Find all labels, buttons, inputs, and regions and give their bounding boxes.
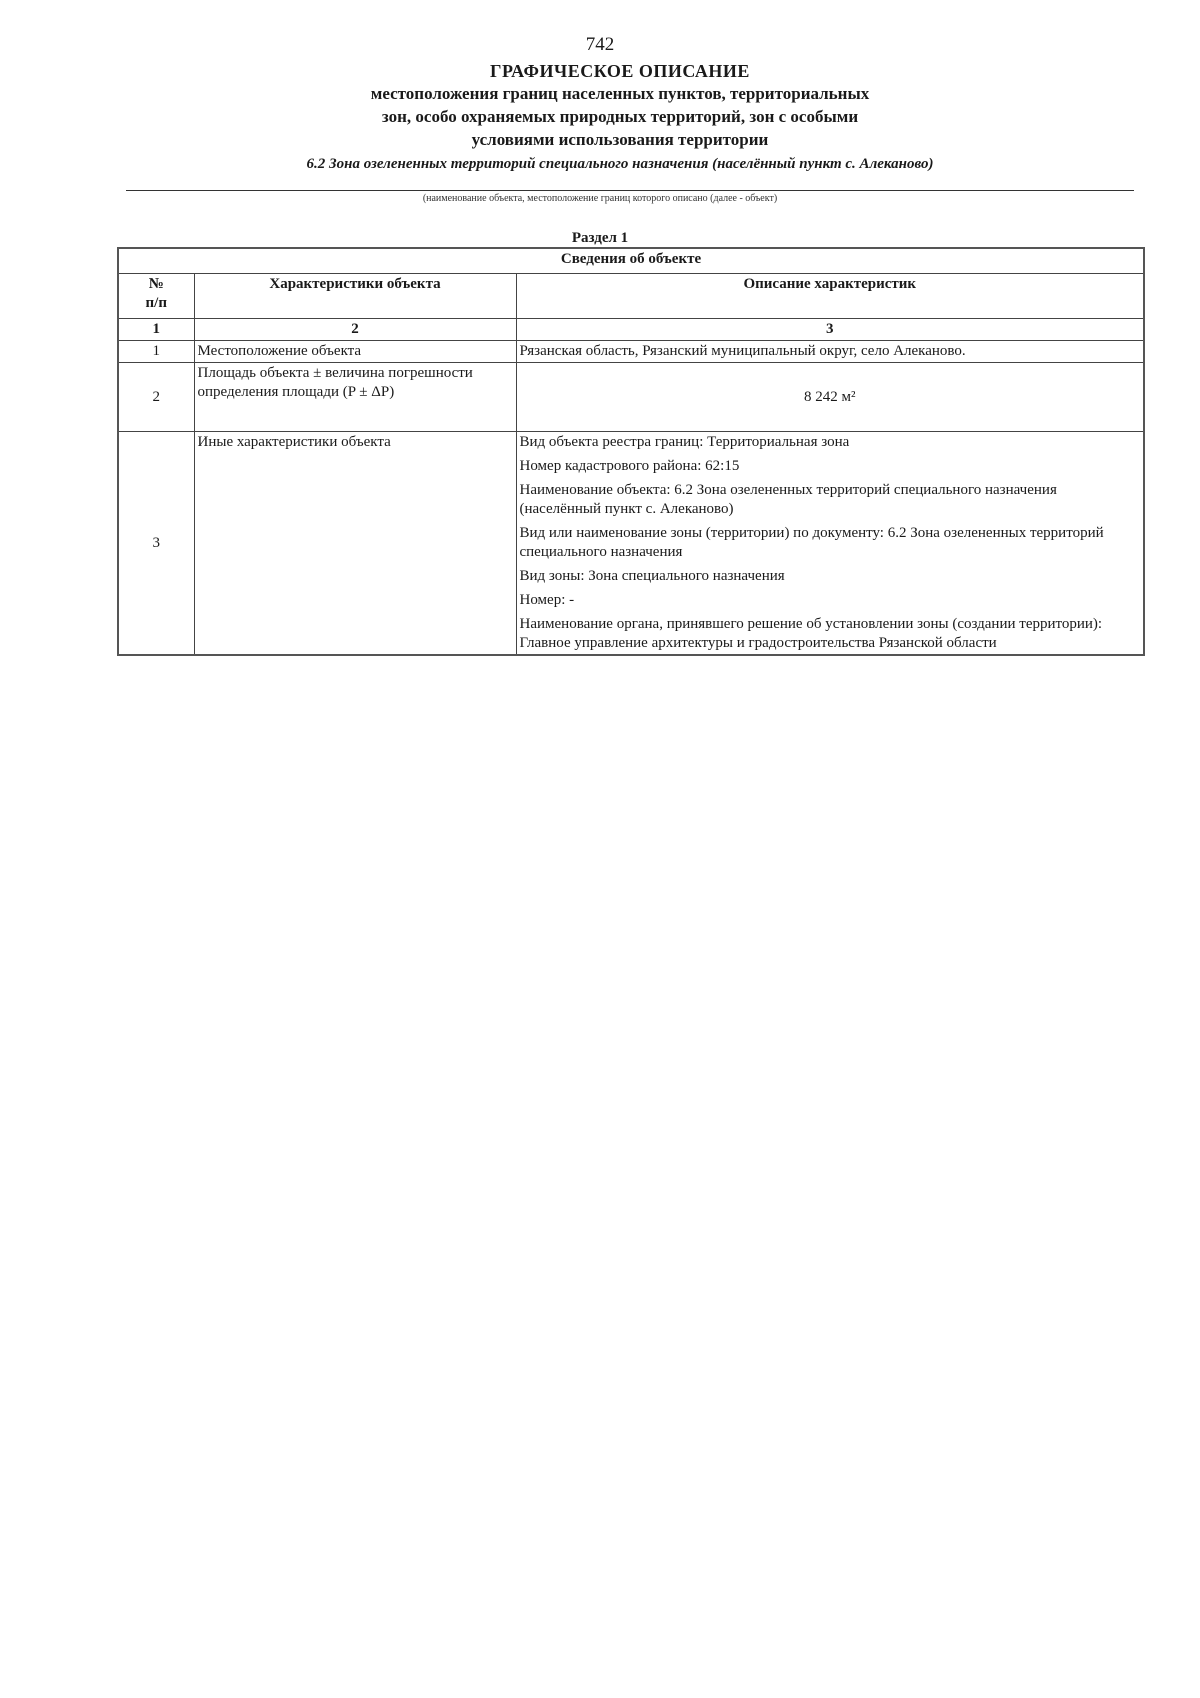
description-line: Вид объекта реестра границ: Территориальная зона [519, 434, 850, 450]
row-description: Рязанская область, Рязанский муниципальный округ, село Алеканово. [516, 341, 1144, 363]
document-subtitle-line-2: зон, особо охраняемых природных территорий, зон с особыми [381, 107, 859, 126]
column-header-num-line-1: № [148, 276, 164, 292]
row-characteristic: Иные характеристики объекта [194, 432, 516, 656]
section-label: Раздел 1 [571, 230, 629, 246]
description-line: Номер: - [519, 592, 575, 608]
description-line: Вид или наименование зоны (территории) по документу: 6.2 Зона озелененных территорий специального назначения [519, 525, 1104, 560]
description-line: Наименование объекта: 6.2 Зона озелененных территорий специального назначения (населённый пункт с. Алеканово) [519, 482, 1057, 517]
table-caption-row [118, 248, 1144, 274]
column-header-characteristic: Характеристики объекта [194, 274, 516, 319]
table-header-row [118, 274, 1144, 319]
table-row [118, 341, 1144, 363]
row-number: 3 [118, 432, 194, 656]
document-title: ГРАФИЧЕСКОЕ ОПИСАНИЕ [490, 61, 750, 81]
table-caption: Сведения об объекте [118, 248, 1144, 274]
object-name-underline [126, 190, 1134, 191]
column-header-num-line-2: п/п [145, 295, 167, 311]
row-characteristic: Местоположение объекта [194, 341, 516, 363]
column-number-row [118, 319, 1144, 341]
object-name: 6.2 Зона озелененных территорий специального назначения (населённый пункт с. Алеканово) [306, 156, 934, 172]
column-header-description: Описание характеристик [516, 274, 1144, 319]
row-characteristic: Площадь объекта ± величина погрешности определения площади (P ± ΔP) [194, 363, 516, 432]
row-number: 1 [118, 341, 194, 363]
object-info-table [117, 247, 1145, 656]
description-line: Наименование органа, принявшего решение об установлении зоны (создании территории): Главное управление архитектуры и градостроительства Рязанской области [519, 616, 1103, 651]
page-number: 742 [585, 34, 615, 55]
description-line: Вид зоны: Зона специального назначения [519, 568, 785, 584]
description-line: Номер кадастрового района: 62:15 [519, 458, 740, 474]
table-row [118, 363, 1144, 432]
row-description: 8 242 м² [516, 363, 1144, 432]
document-header [120, 60, 1120, 174]
table-row [118, 432, 1144, 656]
row-number: 2 [118, 363, 194, 432]
document-subtitle-line-3: условиями использования территории [471, 130, 769, 149]
row-description [516, 432, 1144, 656]
column-number: 1 [118, 319, 194, 341]
document-subtitle-line-1: местоположения границ населенных пунктов, территориальных [370, 84, 870, 103]
column-number: 2 [194, 319, 516, 341]
column-header-num [118, 274, 194, 319]
object-name-caption: (наименование объекта, местоположение границ которого описано (далее - объект) [422, 193, 778, 204]
column-number: 3 [516, 319, 1144, 341]
